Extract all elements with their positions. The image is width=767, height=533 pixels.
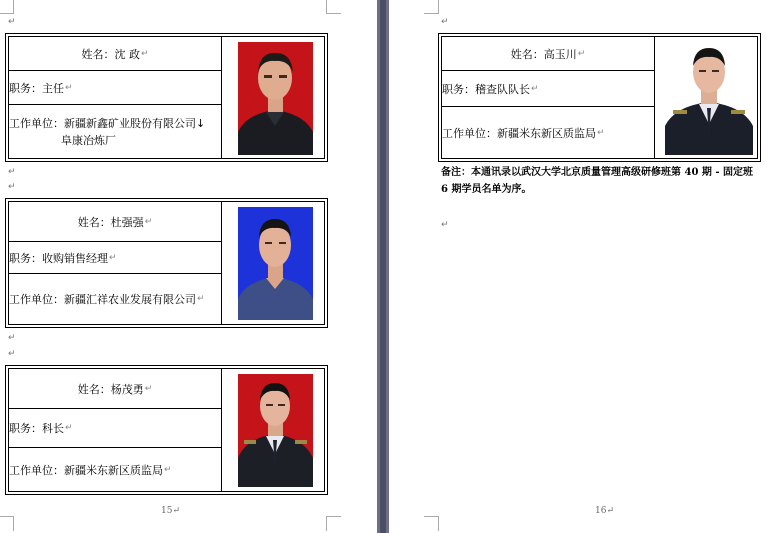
paragraph-mark: ↵	[441, 220, 449, 230]
position-row: 职务：收购销售经理 ↵	[9, 242, 221, 274]
name-label: 姓名：高玉川	[510, 47, 577, 61]
position-label: 职务：收购销售经理	[9, 251, 108, 265]
name-row: 姓名：杨茂勇 ↵	[9, 369, 221, 409]
person-photo	[238, 207, 313, 320]
employer-row: 工作单位：新疆汇祥农业发展有限公司 ↵	[9, 293, 205, 306]
employer-row: 工作单位：新疆米东新区质监局 ↵	[442, 126, 605, 140]
employer-line: 工作单位：新疆米东新区质监局	[442, 126, 596, 140]
paragraph-mark: ↵	[8, 333, 16, 343]
paragraph-mark: ↵	[8, 182, 16, 192]
column-divider	[654, 37, 655, 158]
position-row: 职务：科长 ↵	[9, 409, 221, 448]
position-row: 职务：主任 ↵	[9, 71, 221, 105]
position-label: 职务：主任	[9, 81, 64, 95]
column-divider	[221, 369, 222, 491]
person-photo	[665, 42, 753, 155]
employer-row	[9, 105, 221, 158]
name-label: 姓名：杜强强	[77, 215, 144, 229]
page-gap-divider	[377, 0, 389, 533]
position-label: 职务：科长	[9, 422, 64, 435]
employer-row: 工作单位：新疆米东新区质监局 ↵	[9, 463, 172, 477]
paragraph-mark: ↵	[8, 167, 16, 177]
document-page-15	[0, 0, 377, 533]
column-divider	[221, 37, 222, 158]
document-page-16	[389, 0, 767, 533]
contact-card	[5, 198, 328, 328]
crop-mark	[0, 0, 14, 14]
page-number: 16↵	[595, 506, 614, 516]
person-photo	[238, 42, 313, 155]
crop-mark	[0, 516, 14, 531]
crop-mark	[424, 516, 439, 531]
name-row: 姓名：杜强强 ↵	[9, 202, 221, 242]
name-label: 姓名：杨茂勇	[77, 382, 144, 396]
crop-mark	[326, 0, 341, 14]
position-row: 职务：稽查队队长 ↵	[442, 71, 654, 107]
crop-mark	[424, 0, 439, 14]
paragraph-mark: ↵	[8, 17, 16, 27]
employer-line: 工作单位：新疆汇祥农业发展有限公司	[9, 293, 196, 306]
remark-line: 6 期学员名单为序。	[441, 184, 532, 195]
crop-mark	[326, 516, 341, 531]
contact-card	[5, 365, 328, 495]
position-label: 职务：稽查队队长	[442, 82, 530, 96]
contact-card	[438, 33, 761, 162]
employer-line: 工作单位：新疆米东新区质监局	[9, 463, 163, 477]
name-row: 姓名：高玉川 ↵	[442, 37, 654, 71]
page-number: 15↵	[161, 506, 180, 516]
name-label: 姓名：沈 政	[81, 47, 140, 61]
remark-note	[441, 164, 763, 198]
name-row: 姓名：沈 政 ↵	[9, 37, 221, 71]
paragraph-mark: ↵	[8, 349, 16, 359]
person-photo	[238, 374, 313, 487]
column-divider	[221, 202, 222, 324]
paragraph-mark: ↵	[441, 17, 449, 27]
contact-card	[5, 33, 328, 162]
remark-line: 备注：本通讯录以武汉大学北京质量管理高级研修班第 40 期 - 固定班	[441, 167, 753, 178]
employer-line: 阜康冶炼厂	[61, 133, 116, 147]
employer-line: 工作单位：新疆新鑫矿业股份有限公司↓	[9, 116, 206, 130]
